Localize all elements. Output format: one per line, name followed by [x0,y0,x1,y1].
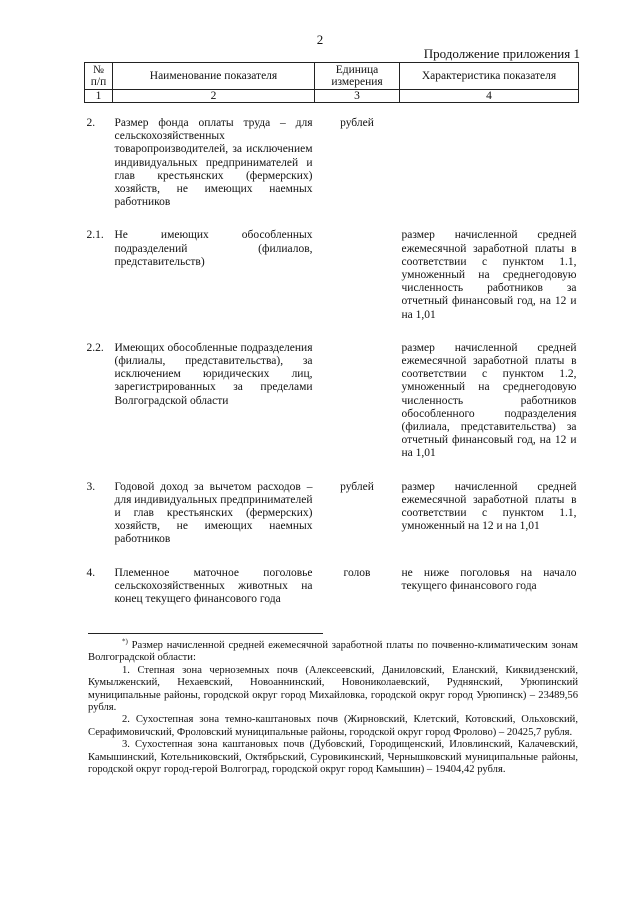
row-name: Не имеющих обособленных подразделений (филиалов, представительств) [114,229,313,268]
row-number: 2.2. [86,341,104,354]
row-name: Племенное маточное поголовье сельскохозяйственных животных на конец текущего финансового года [114,566,313,606]
column-number: 4 [400,90,579,103]
row-name: Имеющих обособленные подразделения (филиалы, представительства), за исключением юридических лиц, зарегистрированных за пределами Волгоградской области [114,341,313,407]
row-unit: рублей [340,480,374,493]
row-description: размер начисленной средней ежемесячной заработной платы в соответствии с пунктом 1.2, умноженный на среднегодовую численность работников обособленного подразделения (филиала, представительства) за отчетный финансовый год, на 12 и на 1,01 [401,341,577,460]
row-unit [315,229,400,321]
table-header-row [85,63,579,90]
row-number: 2. [86,117,96,129]
row-name: Размер фонда оплаты труда – для сельскохозяйственных товаропроизводителей, за исключением индивидуальных предпринимателей и глав крестьянских (фермерских) хозяйств, не имеющих наемных работников [114,117,313,209]
footnote-item: 1. Степная зона черноземных почв (Алексеевский, Даниловский, Еланский, Киквидзенский, Кумылженский, Нехаевский, Новоаннинский, Новониколаевский, Руднянский, Урюпинский муниципальные районы, городской округ город Михайловка, городской округ город Урюпинск) – 23489,56 рубля. [88,664,578,714]
header-characteristic: Характеристика показателя [400,63,579,90]
continuation-label: Продолжение приложения 1 [423,46,580,61]
header-indicator-name: Наименование показателя [113,63,315,90]
table-row [85,342,579,461]
page-number: 2 [316,32,324,47]
row-description: размер начисленной средней ежемесячной заработной платы в соответствии с пунктом 1.1, умноженный на среднегодовую численность работников за отчетный финансовый год, на 12 и на 1,01 [401,229,577,321]
header-unit: Единица измерения [315,63,400,90]
footnote-divider [88,633,323,634]
row-unit: рублей [340,117,374,129]
footnote [88,637,578,776]
header-number: № п/п [85,63,113,90]
row-name: Годовой доход за вычетом расходов – для индивидуальных предпринимателей и глав крестьянских (фермерских) хозяйств, не имеющих наемных работников [114,480,313,546]
footnote-marker: *) [122,637,128,646]
row-unit [315,342,400,461]
footnote-intro [88,637,578,665]
row-number: 4. [86,566,96,579]
footnote-item: 2. Сухостепная зона темно-каштановых почв (Жирновский, Клетский, Котовский, Ольховский, Серафимовичский, Фроловский муниципальные районы, городской округ город Фролово) – 20425,7 рубля. [88,714,578,738]
column-number: 3 [315,90,400,103]
column-number-row [85,90,579,103]
row-description: размер начисленной средней ежемесячной заработной платы в соответствии с пунктом 1.1, умноженный на 12 и на 1,01 [401,480,577,533]
footnote-intro-text: Размер начисленной средней ежемесячной заработной платы по почвенно-климатическим зонам Волгоградской области: [88,640,578,664]
column-number: 2 [113,90,315,103]
row-number: 2.1. [86,229,104,242]
table-row [85,229,579,321]
table-row [85,481,579,547]
table-row [85,117,579,209]
footnote-item: 3. Сухостепная зона каштановых почв (Дубовский, Городищенский, Иловлинский, Калачевский, Камышинский, Котельниковский, Октябрьский, Суровикинский, Чернышковский муниципальные районы, городской округ город-герой Волгоград, городской округ город Камышин) – 19404,42 рубля. [88,739,578,776]
row-number: 3. [86,480,96,493]
indicators-table [84,62,579,606]
table-row [85,567,579,607]
column-number: 1 [85,90,113,103]
row-description [400,117,579,209]
row-description: не ниже поголовья на начало текущего финансового года [401,566,577,592]
row-unit: голов [343,566,371,579]
